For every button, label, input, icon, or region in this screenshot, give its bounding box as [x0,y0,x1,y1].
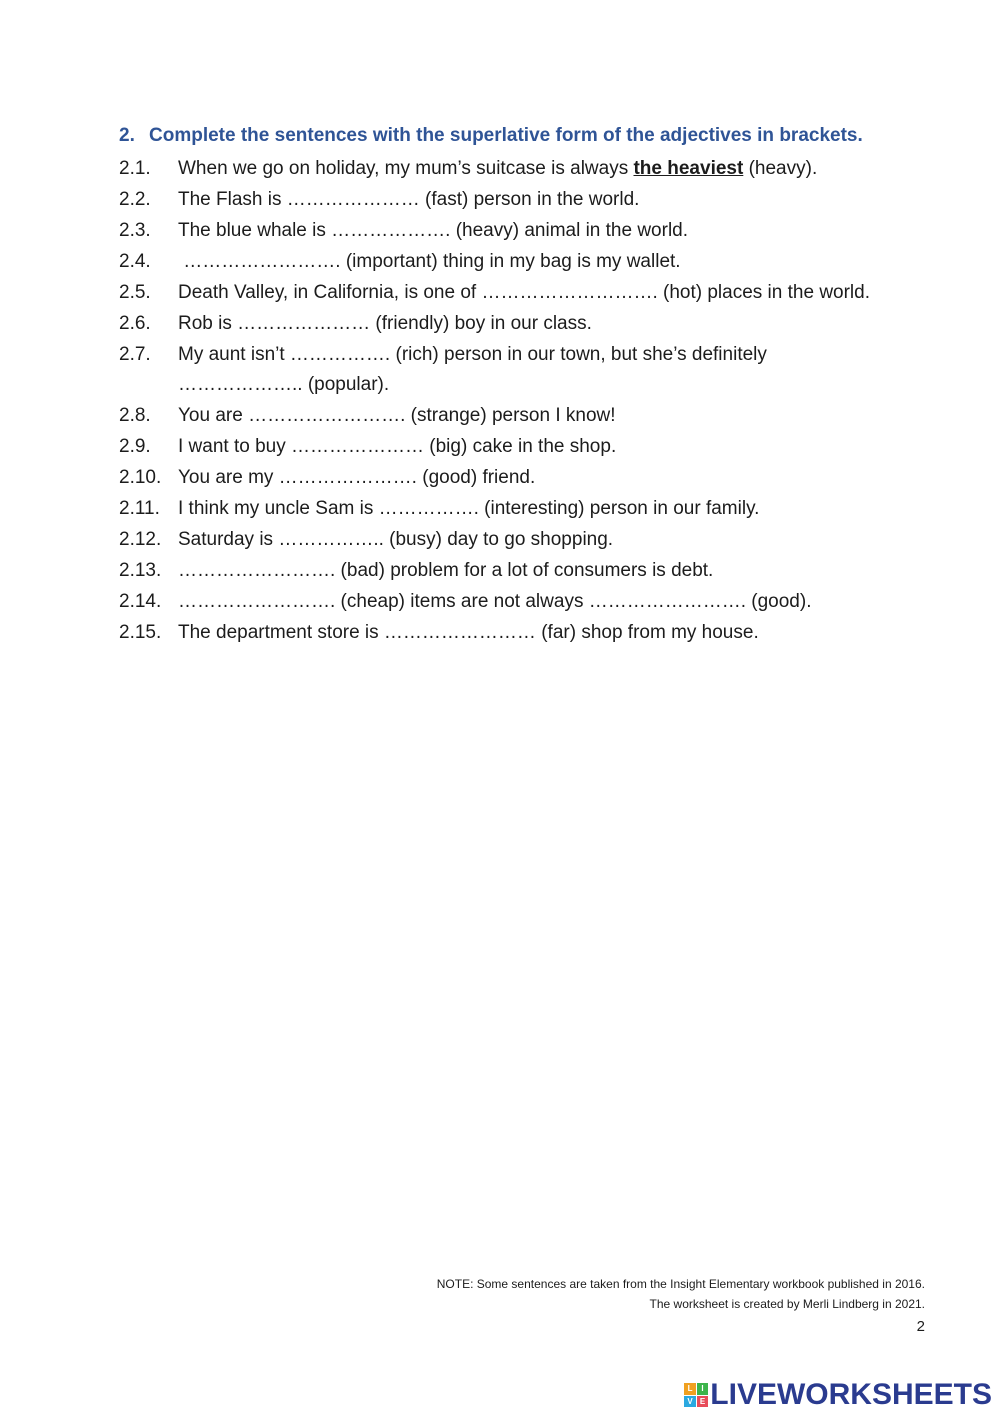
logo-mark-letter: I [697,1383,709,1395]
liveworksheets-logo[interactable] [684,1378,992,1412]
item-text[interactable]: ……………………. (cheap) items are not always ……………………. (good). [178,591,812,612]
item-number: 2.4. [119,251,151,272]
item-text[interactable]: ……………………. (bad) problem for a lot of consumers is debt. [178,560,714,581]
list-item [119,400,939,431]
list-item [119,246,939,277]
item-number: 2.9. [119,436,151,457]
item-number: 2.15. [119,622,162,643]
item-text[interactable]: ……………….. (popular). [178,374,390,395]
logo-text: LIVEWORKSHEETS [710,1378,992,1411]
item-text[interactable]: Rob is ………………… (friendly) boy in our class. [178,313,592,334]
item-number: 2.13. [119,560,162,581]
exercise-instruction: Complete the sentences with the superlative form of the adjectives in brackets. [149,125,863,146]
list-item [119,184,939,215]
list-item [119,617,939,648]
logo-mark-letter: V [684,1396,696,1408]
item-number: 2.8. [119,405,151,426]
example-answer: the heaviest [633,158,744,179]
item-number: 2.3. [119,220,151,241]
item-text[interactable]: The Flash is ………………… (fast) person in the world. [178,189,640,210]
item-text[interactable]: I think my uncle Sam is ……………. (interesting) person in our family. [178,498,760,519]
list-item [119,277,939,308]
item-text[interactable]: Saturday is …………….. (busy) day to go shopping. [178,529,614,550]
item-number: 2.1. [119,158,151,179]
item-text[interactable]: You are ……………………. (strange) person I know! [178,405,616,426]
item-number: 2.2. [119,189,151,210]
liveworksheets-logo-icon [684,1383,708,1407]
item-text[interactable]: I want to buy ………………… (big) cake in the shop. [178,436,617,457]
item-number: 2.12. [119,529,162,550]
list-item [119,215,939,246]
item-text-before: When we go on holiday, my mum’s suitcase is always [178,158,634,179]
list-item [119,339,939,370]
item-number: 2.11. [119,498,160,519]
footer-credit: The worksheet is created by Merli Lindberg in 2021. [649,1297,925,1311]
item-number: 2.14. [119,591,162,612]
list-item [119,555,939,586]
item-text[interactable]: My aunt isn’t ……………. (rich) person in our town, but she’s definitely [178,344,767,365]
list-item [119,308,939,339]
exercise-heading [119,125,863,147]
list-item [119,462,939,493]
exercise-number: 2. [119,125,135,146]
item-number: 2.5. [119,282,151,303]
logo-mark-letter: E [697,1396,709,1408]
list-item-continuation [119,370,939,400]
item-number: 2.7. [119,344,151,365]
list-item [119,431,939,462]
list-item [119,524,939,555]
list-item [119,586,939,617]
list-item [119,153,939,184]
item-text[interactable]: The department store is …………………… (far) shop from my house. [178,622,759,643]
footer-note: NOTE: Some sentences are taken from the Insight Elementary workbook published in 2016. [436,1277,925,1291]
list-item [119,493,939,524]
item-text[interactable]: The blue whale is ………………. (heavy) animal in the world. [178,220,689,241]
exercise-list [119,153,939,648]
item-text [178,153,817,184]
item-number: 2.10. [119,467,162,488]
item-text-after: (heavy). [743,158,818,179]
item-text[interactable]: You are my …………………. (good) friend. [178,467,536,488]
item-text[interactable]: ……………………. (important) thing in my bag is my wallet. [178,251,681,272]
item-number: 2.6. [119,313,151,334]
item-text[interactable]: Death Valley, in California, is one of ………………………. (hot) places in the world. [178,282,870,303]
page-number: 2 [916,1318,925,1335]
logo-mark-letter: L [684,1383,696,1395]
